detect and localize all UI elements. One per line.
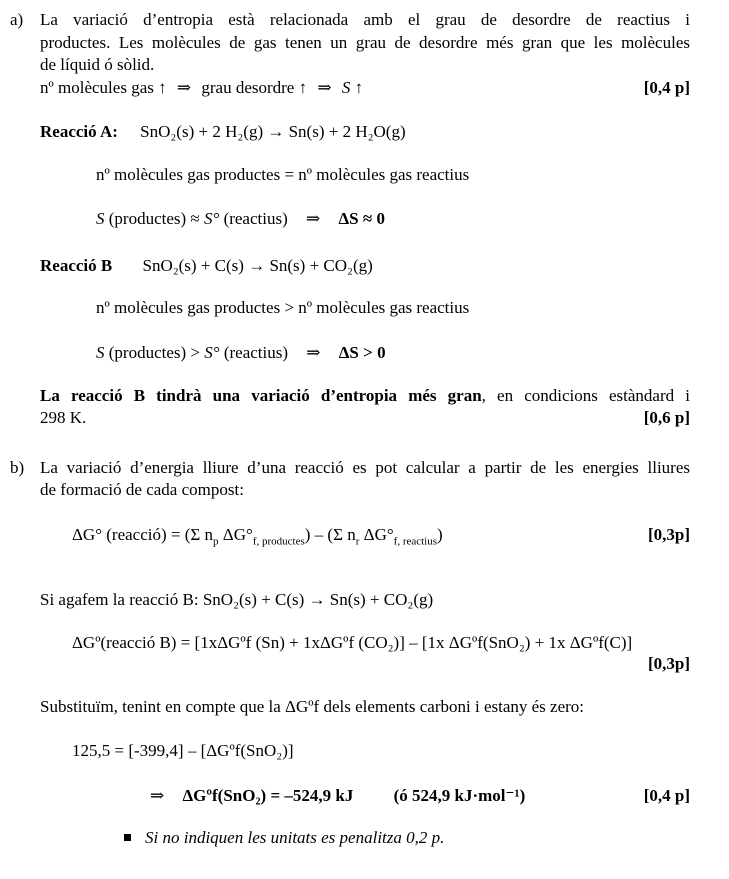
reaction-b-gas: nº molècules gas productes > nº molècules gas reactius xyxy=(96,298,470,317)
score-5: [0,4 p] xyxy=(643,786,690,805)
reaction-b-equation: SnO₂(s) + C(s) → Sn(s) + CO₂(g) xyxy=(142,256,373,275)
rule-line xyxy=(40,78,363,98)
part-a-intro-2: productes. Les molècules de gas tenen un grau de desordre més gran que les molècules xyxy=(40,33,690,52)
calculation: 125,5 = [-399,4] – [ΔGºf(SnO₂)] xyxy=(72,741,294,760)
reaction-a-result: ΔS ≈ 0 xyxy=(338,209,385,228)
part-b-intro-1: La variació d’energia lliure d’una reacció es pot calcular a partir de les energies lliures xyxy=(40,458,690,477)
rule-text-1: nº molècules gas ↑ xyxy=(40,78,167,97)
conclusion-line-2: 298 K. xyxy=(40,408,87,427)
implies-arrow-icon: ⇒ xyxy=(306,343,321,362)
reaction-b-result: ΔS > 0 xyxy=(338,343,386,362)
conclusion-line-1: La reacció B tindrà una variació d’entropia més gran, en condicions estàndard i xyxy=(40,386,691,405)
reaction-b-entropy: S (productes) > S° (reactius) ⇒ ΔS > 0 xyxy=(96,343,386,362)
result-alt: (ó 524,9 kJ·mol⁻¹) xyxy=(393,786,526,805)
rule-s: S ↑ xyxy=(341,78,364,97)
substitute-text: Substituïm, tenint en compte que la ΔGºf dels elements carboni i estany és zero: xyxy=(40,697,585,716)
implies-arrow-icon: ⇒ xyxy=(150,786,165,805)
implies-arrow-icon: ⇒ xyxy=(317,78,332,97)
result-value: ΔGºf(SnO₂) = –524,9 kJ xyxy=(182,786,354,805)
penalty-note: Si no indiquen les unitats es penalitza 0,2 p. xyxy=(124,828,444,848)
final-result xyxy=(150,786,525,806)
score-2: [0,6 p] xyxy=(643,408,690,427)
score-4: [0,3p] xyxy=(647,654,690,673)
reaction-b xyxy=(40,256,373,276)
part-a-label: a) xyxy=(10,10,24,29)
implies-arrow-icon: ⇒ xyxy=(306,209,321,228)
reaction-a-equation: SnO₂(s) + 2 H₂(g) → Sn(s) + 2 H₂O(g) xyxy=(140,122,406,141)
score-3: [0,3p] xyxy=(647,525,690,544)
part-a-intro-1: La variació d’entropia està relacionada amb el grau de desordre de reactius i xyxy=(40,10,690,29)
reaction-a-gas: nº molècules gas productes = nº molècules gas reactius xyxy=(96,165,470,184)
reaction-a-label: Reacció A: xyxy=(40,122,118,141)
reaction-a xyxy=(40,122,406,142)
gibbs-formula: ΔG° (reacció) = (Σ $n_p$ $\Delta G^\circ_{f, productes}) - (\Sigma$ $n_r$ $\Delta G^\circ_{f, reactius}$) xyxy=(72,525,443,548)
take-reaction-b: Si agafem la reacció B: SnO₂(s) + C(s) → Sn(s) + CO₂(g) xyxy=(40,590,434,609)
reaction-a-entropy: S (productes) ≈ S° (reactius) ⇒ ΔS ≈ 0 xyxy=(96,209,385,228)
implies-arrow-icon: ⇒ xyxy=(176,78,192,97)
dg-reaction-b: ΔGº(reacció B) = [1xΔGºf (Sn) + 1xΔGºf (CO₂)] – [1x ΔGºf(SnO₂) + 1x ΔGºf(C)] xyxy=(72,633,633,652)
part-a-intro-3: de líquid ó sòlid. xyxy=(40,55,155,74)
reaction-b-label: Reacció B xyxy=(40,256,113,275)
part-b-label: b) xyxy=(10,458,25,477)
score-1: [0,4 p] xyxy=(643,78,690,97)
bullet-icon xyxy=(124,834,131,841)
part-b-intro-2: de formació de cada compost: xyxy=(40,480,244,499)
rule-text-2: grau desordre ↑ xyxy=(201,78,308,97)
